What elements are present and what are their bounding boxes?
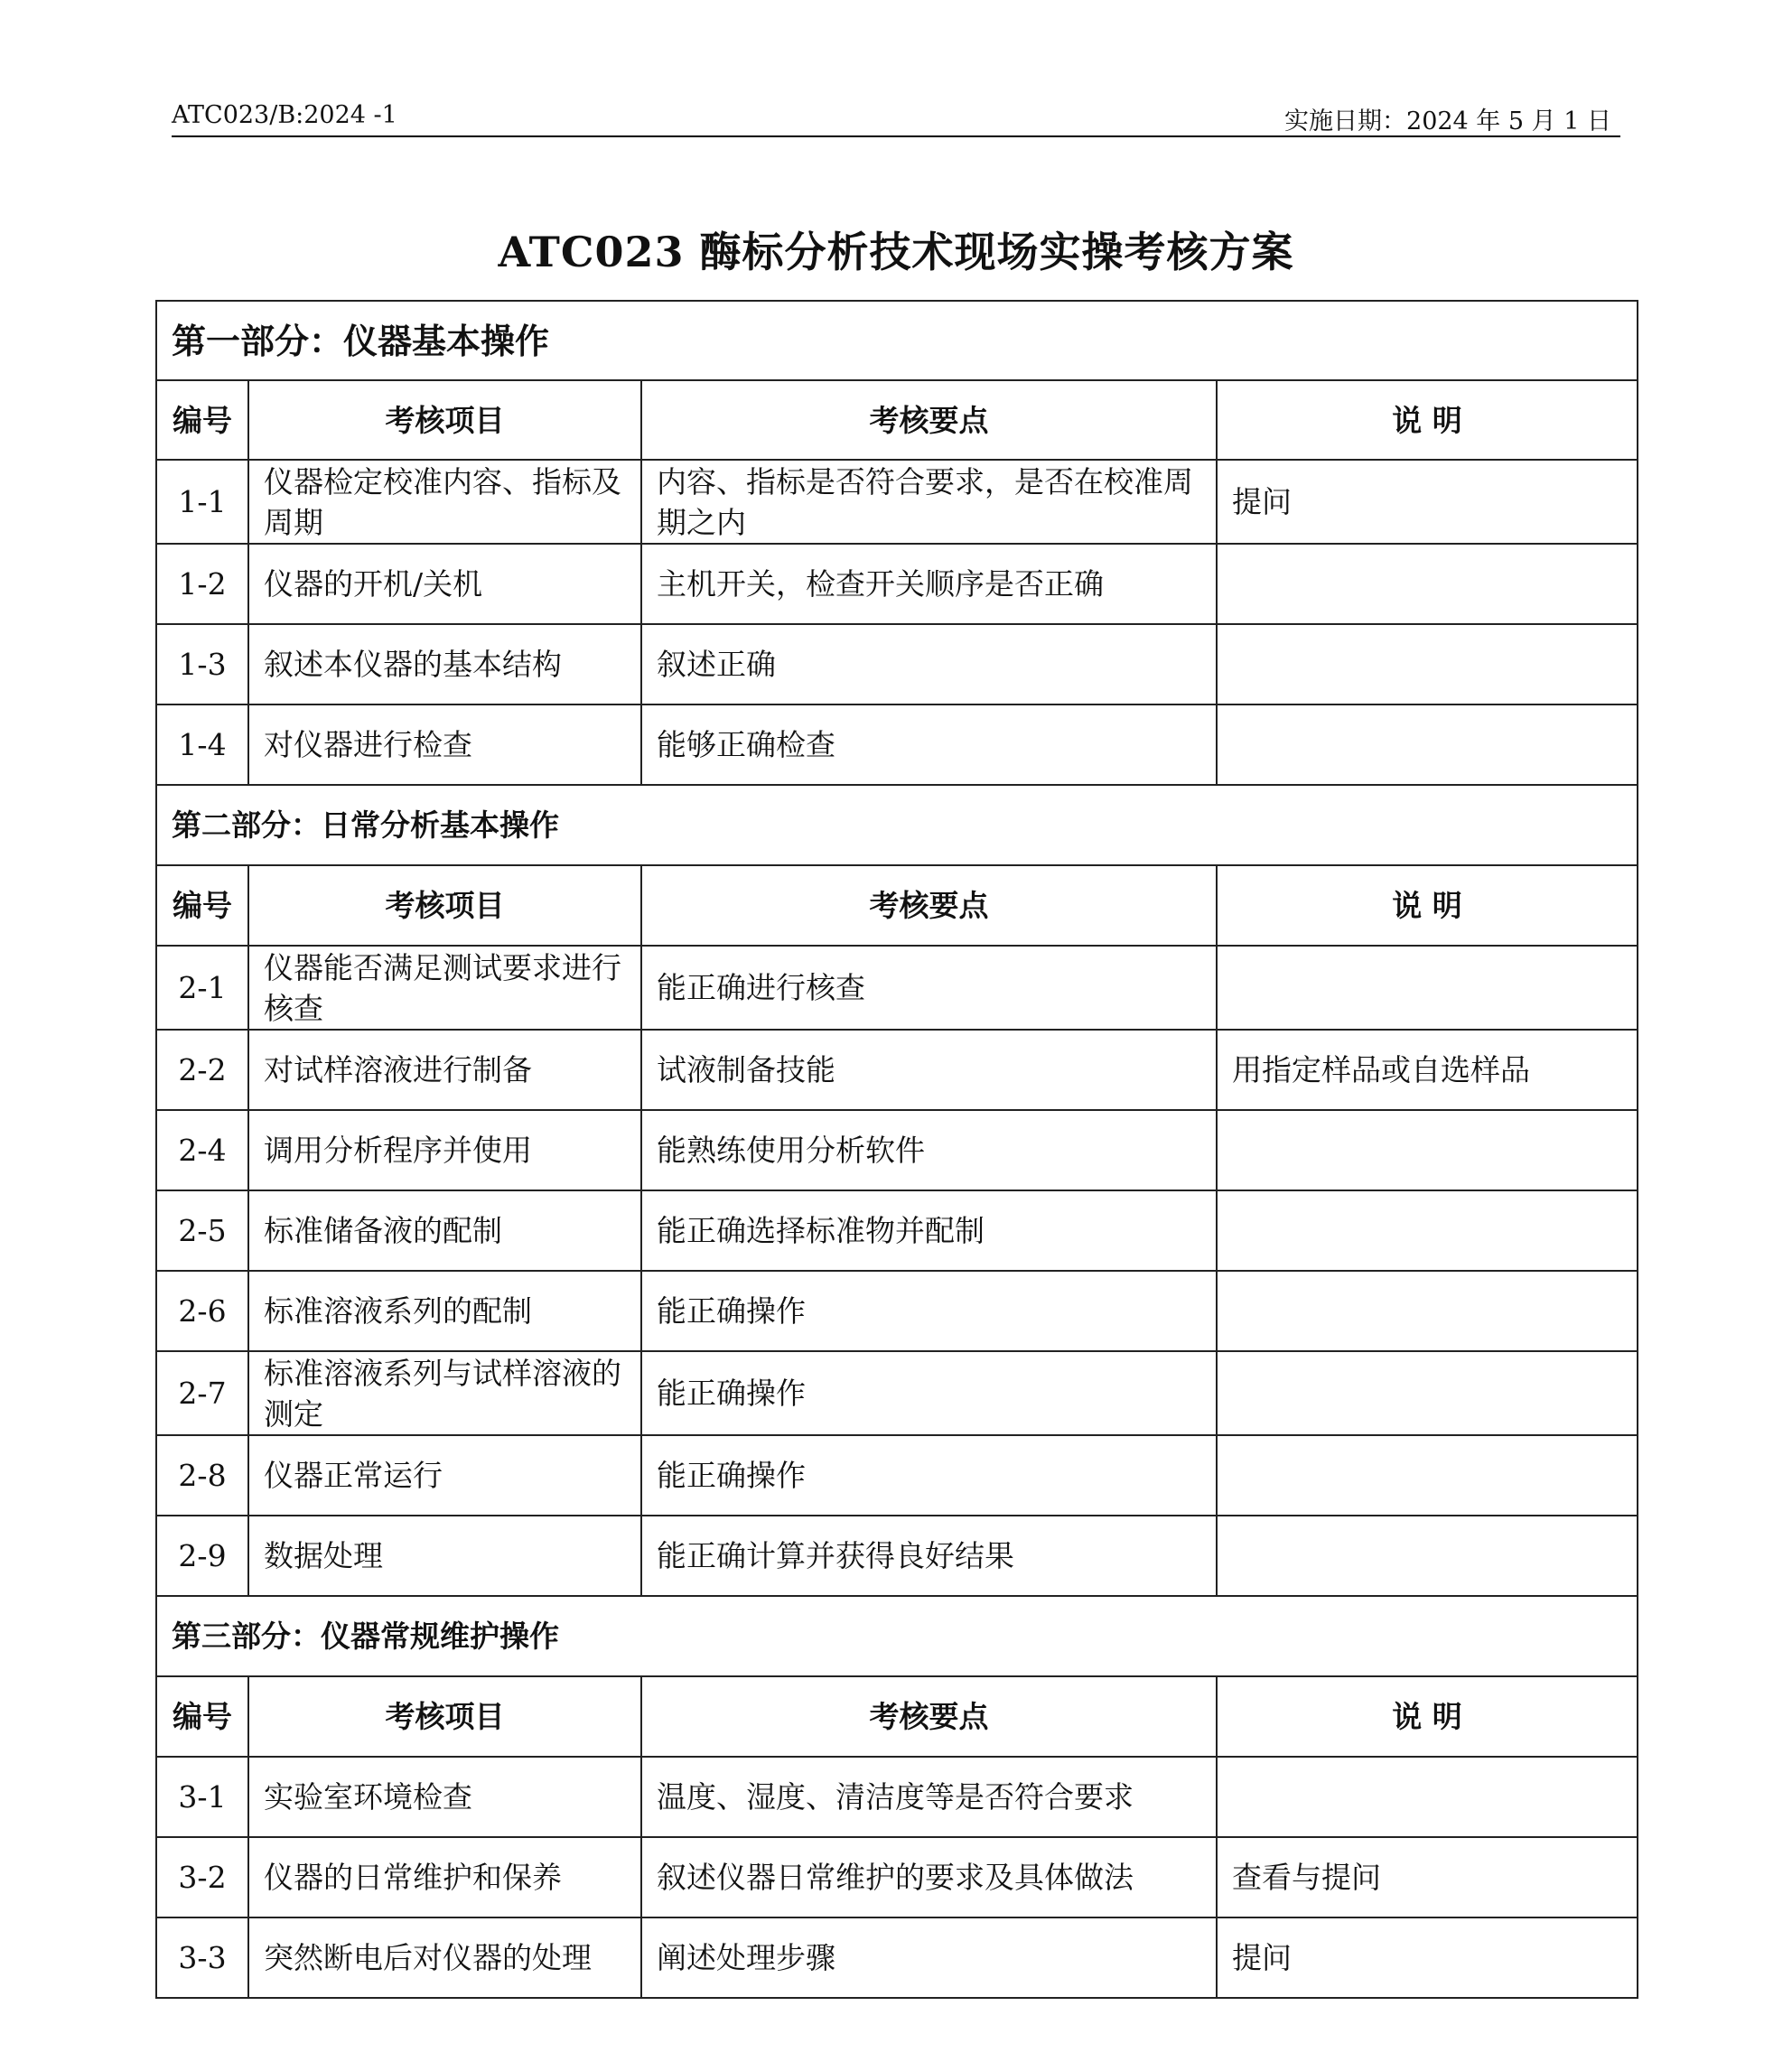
row-no: 2-9 bbox=[156, 1516, 248, 1596]
table-row bbox=[156, 624, 1638, 704]
section-row bbox=[156, 301, 1638, 380]
row-points: 叙述仪器日常维护的要求及具体做法 bbox=[641, 1837, 1217, 1917]
row-no: 1-2 bbox=[156, 544, 248, 624]
document-title: ATC023 酶标分析技术现场实操考核方案 bbox=[498, 228, 1294, 276]
table-row bbox=[156, 1351, 1638, 1435]
table-row bbox=[156, 1917, 1638, 1998]
row-points: 能正确计算并获得良好结果 bbox=[641, 1516, 1217, 1596]
col-header-no: 编号 bbox=[156, 1676, 248, 1757]
row-item: 标准溶液系列与试样溶液的测定 bbox=[248, 1351, 641, 1435]
row-item: 仪器正常运行 bbox=[248, 1435, 641, 1516]
row-points: 能熟练使用分析软件 bbox=[641, 1110, 1217, 1190]
row-no: 2-5 bbox=[156, 1190, 248, 1271]
row-no: 2-6 bbox=[156, 1271, 248, 1351]
row-item: 仪器能否满足测试要求进行核查 bbox=[248, 946, 641, 1030]
row-no: 1-1 bbox=[156, 460, 248, 544]
row-note bbox=[1217, 1271, 1638, 1351]
row-points: 内容、指标是否符合要求，是否在校准周期之内 bbox=[641, 460, 1217, 544]
row-points: 能够正确检查 bbox=[641, 704, 1217, 785]
row-note bbox=[1217, 1516, 1638, 1596]
row-no: 2-4 bbox=[156, 1110, 248, 1190]
row-item: 叙述本仪器的基本结构 bbox=[248, 624, 641, 704]
row-item: 调用分析程序并使用 bbox=[248, 1110, 641, 1190]
row-note bbox=[1217, 544, 1638, 624]
section-title: 第三部分：仪器常规维护操作 bbox=[156, 1596, 1638, 1676]
row-item: 对仪器进行检查 bbox=[248, 704, 641, 785]
row-no: 3-3 bbox=[156, 1917, 248, 1998]
table-row bbox=[156, 1271, 1638, 1351]
row-points: 叙述正确 bbox=[641, 624, 1217, 704]
row-note bbox=[1217, 624, 1638, 704]
row-item: 实验室环境检查 bbox=[248, 1757, 641, 1837]
row-note bbox=[1217, 1190, 1638, 1271]
header-row bbox=[156, 380, 1638, 460]
section-row bbox=[156, 785, 1638, 865]
row-no: 2-2 bbox=[156, 1030, 248, 1110]
row-item: 突然断电后对仪器的处理 bbox=[248, 1917, 641, 1998]
row-note bbox=[1217, 1435, 1638, 1516]
col-header-note: 说 明 bbox=[1217, 1676, 1638, 1757]
row-points: 能正确操作 bbox=[641, 1435, 1217, 1516]
col-header-note: 说 明 bbox=[1217, 865, 1638, 946]
table-row bbox=[156, 1837, 1638, 1917]
row-note bbox=[1217, 1757, 1638, 1837]
col-header-item: 考核项目 bbox=[248, 380, 641, 460]
table-row bbox=[156, 1030, 1638, 1110]
row-points: 能正确进行核查 bbox=[641, 946, 1217, 1030]
row-points: 能正确操作 bbox=[641, 1351, 1217, 1435]
row-note: 用指定样品或自选样品 bbox=[1217, 1030, 1638, 1110]
row-no: 1-3 bbox=[156, 624, 248, 704]
row-item: 仪器的开机/关机 bbox=[248, 544, 641, 624]
table-row bbox=[156, 1110, 1638, 1190]
row-points: 能正确选择标准物并配制 bbox=[641, 1190, 1217, 1271]
row-item: 仪器检定校准内容、指标及周期 bbox=[248, 460, 641, 544]
row-points: 能正确操作 bbox=[641, 1271, 1217, 1351]
row-points: 主机开关，检查开关顺序是否正确 bbox=[641, 544, 1217, 624]
row-no: 2-7 bbox=[156, 1351, 248, 1435]
col-header-no: 编号 bbox=[156, 380, 248, 460]
row-note: 提问 bbox=[1217, 1917, 1638, 1998]
row-note: 查看与提问 bbox=[1217, 1837, 1638, 1917]
col-header-note: 说 明 bbox=[1217, 380, 1638, 460]
table-row bbox=[156, 1435, 1638, 1516]
col-header-points: 考核要点 bbox=[641, 380, 1217, 460]
effective-date: 实施日期：2024 年 5 月 1 日 bbox=[1284, 107, 1611, 135]
document-code: ATC023/B:2024 -1 bbox=[172, 101, 397, 129]
section-title: 第一部分：仪器基本操作 bbox=[156, 301, 1638, 380]
table-row bbox=[156, 1190, 1638, 1271]
row-no: 1-4 bbox=[156, 704, 248, 785]
table-row bbox=[156, 460, 1638, 544]
section-title: 第二部分：日常分析基本操作 bbox=[156, 785, 1638, 865]
col-header-item: 考核项目 bbox=[248, 865, 641, 946]
row-note bbox=[1217, 1351, 1638, 1435]
table-row bbox=[156, 1516, 1638, 1596]
row-item: 标准溶液系列的配制 bbox=[248, 1271, 641, 1351]
row-item: 数据处理 bbox=[248, 1516, 641, 1596]
row-no: 3-1 bbox=[156, 1757, 248, 1837]
row-points: 温度、湿度、清洁度等是否符合要求 bbox=[641, 1757, 1217, 1837]
row-no: 2-1 bbox=[156, 946, 248, 1030]
header-row bbox=[156, 865, 1638, 946]
header-row bbox=[156, 1676, 1638, 1757]
col-header-no: 编号 bbox=[156, 865, 248, 946]
row-note bbox=[1217, 946, 1638, 1030]
row-points: 试液制备技能 bbox=[641, 1030, 1217, 1110]
row-item: 仪器的日常维护和保养 bbox=[248, 1837, 641, 1917]
assessment-table bbox=[155, 300, 1638, 1999]
section-row bbox=[156, 1596, 1638, 1676]
row-note bbox=[1217, 704, 1638, 785]
table-row bbox=[156, 704, 1638, 785]
row-item: 标准储备液的配制 bbox=[248, 1190, 641, 1271]
row-note: 提问 bbox=[1217, 460, 1638, 544]
table-row bbox=[156, 946, 1638, 1030]
table-row bbox=[156, 1757, 1638, 1837]
col-header-points: 考核要点 bbox=[641, 865, 1217, 946]
table-row bbox=[156, 544, 1638, 624]
row-points: 阐述处理步骤 bbox=[641, 1917, 1217, 1998]
row-note bbox=[1217, 1110, 1638, 1190]
col-header-item: 考核项目 bbox=[248, 1676, 641, 1757]
row-no: 3-2 bbox=[156, 1837, 248, 1917]
col-header-points: 考核要点 bbox=[641, 1676, 1217, 1757]
row-item: 对试样溶液进行制备 bbox=[248, 1030, 641, 1110]
header-divider bbox=[172, 135, 1620, 137]
row-no: 2-8 bbox=[156, 1435, 248, 1516]
